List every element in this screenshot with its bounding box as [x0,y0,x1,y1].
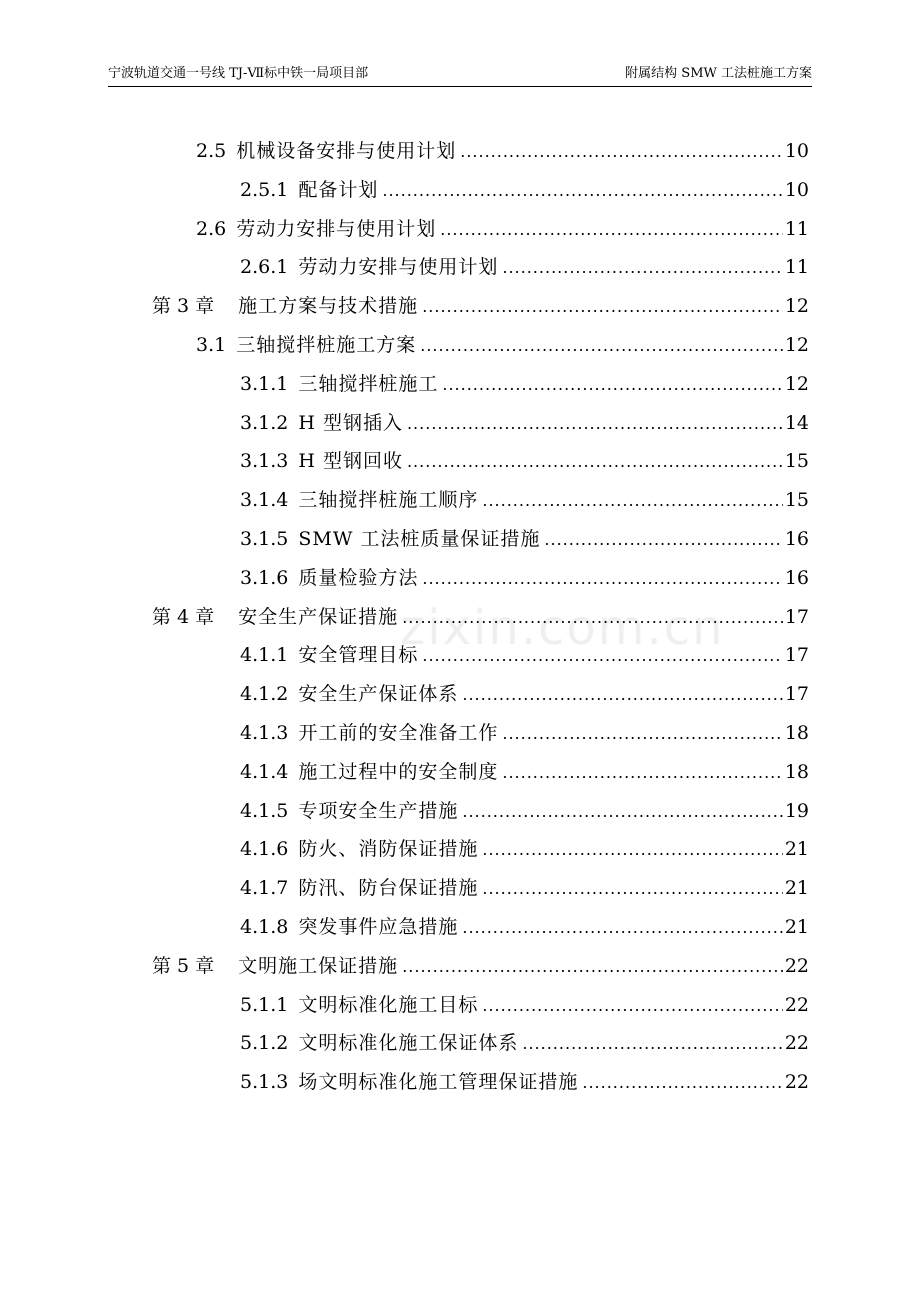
header-document-title: 附属结构 SMW 工法桩施工方案 [625,66,812,81]
toc-dot-leader [420,331,783,361]
toc-entry-number: 5.1.3 [240,1071,289,1094]
toc-entry[interactable] [240,796,809,826]
toc-entry[interactable] [240,563,809,593]
toc-entry-title: H 型钢插入 [298,411,403,434]
toc-entry-page-number: 16 [784,528,809,550]
toc-entry-number: 第 5 章 [152,954,215,977]
toc-entry-number: 4.1.6 [240,838,289,861]
toc-entry-number: 5.1.1 [240,993,289,1016]
toc-entry-title: 施工过程中的安全制度 [298,760,499,783]
toc-entry-number: 3.1.3 [240,450,289,473]
toc-entry-page-number: 17 [784,644,809,667]
toc-entry-title: 质量检验方法 [298,566,419,589]
toc-entry-title: 施工方案与技术措施 [238,295,419,318]
toc-entry-title: H 型钢回收 [298,450,403,473]
toc-entry-page-number: 17 [784,605,809,628]
toc-entry-number: 3.1 [196,334,227,356]
toc-entry[interactable] [240,446,809,476]
toc-dot-leader [522,1029,782,1059]
toc-dot-leader [422,564,782,594]
page-header [108,64,812,87]
toc-entry[interactable] [240,679,809,709]
toc-entry-page-number: 12 [784,372,809,395]
toc-entry[interactable] [240,1028,809,1058]
toc-entry[interactable] [196,214,809,244]
toc-entry-page-number: 22 [784,954,809,977]
toc-dot-leader [440,215,783,245]
toc-dot-leader [460,137,783,167]
toc-entry-title: 防火、消防保证措施 [298,838,479,861]
toc-entry-page-number: 12 [784,334,809,356]
toc-entry-number: 3.1.5 [240,528,289,550]
toc-entry-page-number: 22 [784,1071,809,1094]
toc-entry-title: 劳动力安排与使用计划 [298,256,499,279]
toc-entry-number: 3.1.2 [240,411,289,434]
toc-dot-leader [502,758,782,788]
toc-entry[interactable] [240,485,809,515]
watermark: zixin.com.cn [400,600,725,656]
toc-entry-number: 4.1.1 [240,644,289,667]
toc-dot-leader [462,913,782,943]
toc-entry-title: 三轴搅拌桩施工方案 [236,334,417,356]
toc-entry-number: 4.1.3 [240,722,289,744]
toc-entry-title: 安全生产保证体系 [298,683,459,706]
toc-entry-number: 第 4 章 [152,605,215,628]
toc-entry[interactable] [152,602,809,632]
toc-entry-number: 4.1.8 [240,916,289,938]
toc-entry[interactable] [240,873,809,903]
toc-dot-leader [442,370,782,400]
toc-dot-leader [462,680,782,710]
toc-entry-number: 2.5 [196,140,227,162]
toc-entry-number: 2.6 [196,217,227,240]
toc-entry-page-number: 22 [784,993,809,1016]
toc-dot-leader [462,797,782,827]
toc-entry-title: 突发事件应急措施 [298,916,459,938]
toc-entry-title: 开工前的安全准备工作 [298,722,499,744]
toc-entry[interactable] [240,524,809,554]
toc-entry-title: 文明标准化施工保证体系 [298,1032,519,1055]
toc-dot-leader [382,176,782,206]
toc-dot-leader [482,835,782,865]
toc-entry[interactable] [196,136,809,166]
toc-dot-leader [422,292,783,322]
toc-entry-title: 三轴搅拌桩施工顺序 [298,489,479,512]
toc-dot-leader [402,603,783,633]
toc-entry-page-number: 17 [784,683,809,706]
toc-entry-number: 3.1.4 [240,489,289,512]
toc-entry-title: 三轴搅拌桩施工 [298,372,439,395]
toc-entry-title: 机械设备安排与使用计划 [236,140,457,162]
toc-entry-title: 劳动力安排与使用计划 [236,217,437,240]
toc-entry-page-number: 11 [784,217,809,240]
toc-entry-title: 配备计划 [298,178,379,201]
toc-entry-number: 2.5.1 [240,178,289,201]
toc-entry-number: 4.1.7 [240,877,289,900]
toc-entry-page-number: 12 [784,295,809,318]
toc-entry-page-number: 15 [784,450,809,473]
toc-entry-title: 文明施工保证措施 [238,954,399,977]
toc-entry[interactable] [240,175,809,205]
toc-entry-title: SMW 工法桩质量保证措施 [298,528,541,550]
toc-entry[interactable] [152,951,809,981]
toc-entry[interactable] [240,718,809,748]
toc-entry-title: 安全生产保证措施 [238,605,399,628]
toc-entry[interactable] [240,408,809,438]
toc-dot-leader [482,874,782,904]
header-project-name: 宁波轨道交通一号线 TJ-Ⅶ标中铁一局项目部 [108,66,369,81]
toc-dot-leader [502,253,782,283]
toc-entry-title: 防汛、防台保证措施 [298,877,479,900]
toc-entry[interactable] [240,834,809,864]
toc-dot-leader [582,1068,782,1098]
toc-entry-page-number: 14 [784,411,809,434]
toc-entry-number: 3.1.6 [240,566,289,589]
toc-entry-page-number: 21 [784,877,809,900]
toc-entry-page-number: 10 [784,178,809,201]
toc-dot-leader [407,447,783,477]
toc-entry-number: 第 3 章 [152,295,215,318]
toc-entry-number: 4.1.2 [240,683,289,706]
toc-entry-number: 4.1.4 [240,760,289,783]
toc-entry-page-number: 19 [784,799,809,822]
toc-entry-title: 安全管理目标 [298,644,419,667]
toc-entry[interactable] [240,912,809,942]
toc-entry-page-number: 15 [784,489,809,512]
toc-entry-page-number: 10 [784,140,809,162]
toc-entry[interactable] [240,252,809,282]
toc-entry[interactable] [240,1067,809,1097]
toc-entry[interactable] [196,330,809,360]
toc-entry-number: 3.1.1 [240,372,289,395]
toc-dot-leader [407,409,783,439]
toc-entry-number: 5.1.2 [240,1032,289,1055]
toc-entry-title: 场文明标准化施工管理保证措施 [298,1071,579,1094]
toc-entry-page-number: 21 [784,838,809,861]
toc-dot-leader [482,991,782,1021]
toc-entry[interactable] [240,640,809,670]
toc-entry-page-number: 18 [784,760,809,783]
toc-dot-leader [482,486,782,516]
toc-entry-page-number: 21 [784,916,809,938]
toc-dot-leader [502,719,782,749]
toc-dot-leader [422,641,782,671]
toc-entry[interactable] [240,757,809,787]
toc-dot-leader [544,525,782,555]
toc-dot-leader [402,952,783,982]
toc-entry-page-number: 18 [784,722,809,744]
toc-entry-number: 4.1.5 [240,799,289,822]
toc-entry-number: 2.6.1 [240,256,289,279]
toc-entry-title: 文明标准化施工目标 [298,993,479,1016]
toc-entry-title: 专项安全生产措施 [298,799,459,822]
toc-entry[interactable] [240,369,809,399]
toc-entry[interactable] [152,291,809,321]
toc-entry-page-number: 11 [784,256,809,279]
toc-entry[interactable] [240,990,809,1020]
toc-entry-page-number: 16 [784,566,809,589]
toc-entry-page-number: 22 [784,1032,809,1055]
